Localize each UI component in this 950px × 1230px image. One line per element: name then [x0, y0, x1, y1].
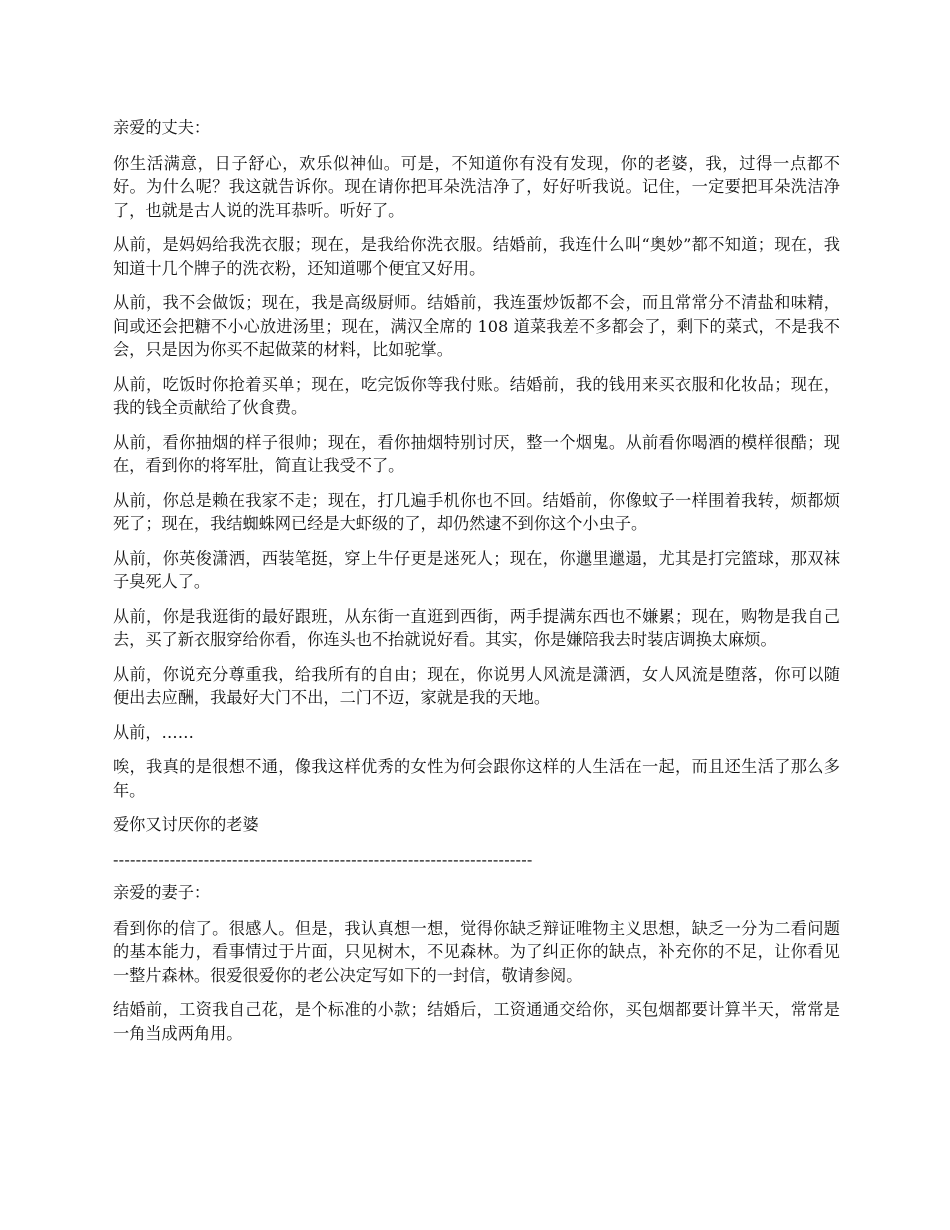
letter1-paragraph: 从前，吃饭时你抢着买单；现在，吃完饭你等我付账。结婚前，我的钱用来买衣服和化妆品；现在，我的钱全贡献给了伙食费。 — [113, 374, 840, 417]
letter1-paragraph: 从前，…… — [113, 722, 194, 742]
letter1-paragraph: 唉，我真的是很想不通，像我这样优秀的女性为何会跟你这样的人生活在一起，而且还生活了那么多年。 — [113, 757, 840, 800]
letter1-paragraph: 从前，你总是赖在我家不走；现在，打几遍手机你也不回。结婚前，你像蚊子一样围着我转，烦都烦死了；现在，我结蜘蛛网已经是大虾级的了，却仍然逮不到你这个小虫子。 — [113, 490, 840, 533]
letter1-salutation: 亲爱的丈夫： — [113, 118, 211, 137]
letter1-paragraph: 从前，你是我逛街的最好跟班，从东街一直逛到西街，两手提满东西也不嫌累；现在，购物是我自己去，买了新衣服穿给你看，你连头也不抬就说好看。其实，你是嫌陪我去时装店调换太麻烦。 — [113, 606, 840, 649]
letter1-signature: 爱你又讨厌你的老婆 — [113, 815, 259, 834]
letter1-paragraph: 从前，是妈妈给我洗衣服；现在，是我给你洗衣服。结婚前，我连什么叫“奥妙”都不知道；现在，我知道十几个牌子的洗衣粉，还知道哪个便宜又好用。 — [113, 235, 840, 278]
letter2-paragraph: 看到你的信了。很感人。但是，我认真想一想，觉得你缺乏辩证唯物主义思想，缺乏一分为二看问题的基本能力，看事情过于片面，只见树木，不见森林。为了纠正你的缺点，补充你的不足，让你看见一整片森林。很爱很爱你的老公决定写如下的一封信，敬请参阅。 — [113, 918, 840, 985]
section-divider: -------------------------------------------------------------------------- — [113, 849, 533, 869]
letter1-paragraph: 从前，我不会做饭；现在，我是高级厨师。结婚前，我连蛋炒饭都不会，而且常常分不清盐和味精，间或还会把糖不小心放进汤里；现在，满汉全席的 108 道菜我差不多都会了，剩下的菜式，不是我不会，只是因为你买不起做菜的材料，比如驼掌。 — [113, 293, 840, 359]
letter1-paragraph: 从前，你英俊潇洒，西装笔挺，穿上牛仔更是迷死人；现在，你邋里邋遢，尤其是打完篮球，那双袜子臭死人了。 — [113, 548, 840, 591]
letter1-paragraph: 从前，你说充分尊重我，给我所有的自由；现在，你说男人风流是潇洒，女人风流是堕落，你可以随便出去应酬，我最好大门不出，二门不迈，家就是我的天地。 — [113, 664, 840, 707]
document-body — [113, 116, 840, 1056]
letter1-paragraph: 你生活满意，日子舒心，欢乐似神仙。可是，不知道你有没有发现，你的老婆，我，过得一点都不好。为什么呢？我这就告诉你。现在请你把耳朵洗洁净了，好好听我说。记住，一定要把耳朵洗洁净了，也就是古人说的洗耳恭听。听好了。 — [113, 153, 840, 220]
letter2-paragraph: 结婚前，工资我自己花，是个标准的小款；结婚后，工资通通交给你，买包烟都要计算半天，常常是一角当成两角用。 — [113, 1000, 840, 1043]
letter1-paragraph: 从前，看你抽烟的样子很帅；现在，看你抽烟特别讨厌，整一个烟鬼。从前看你喝酒的模样很酷；现在，看到你的将军肚，简直让我受不了。 — [113, 432, 840, 475]
letter2-salutation: 亲爱的妻子： — [113, 883, 211, 902]
